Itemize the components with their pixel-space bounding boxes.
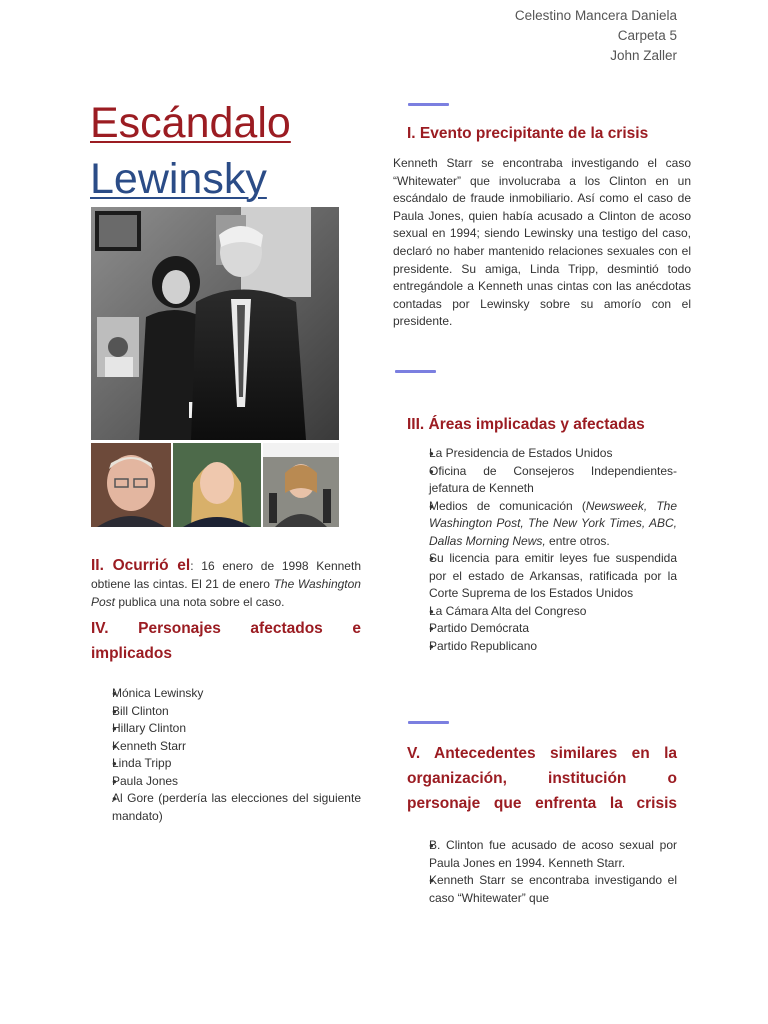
section-2-paragraph [91, 557, 361, 611]
section-4-heading: IV. Personajes afectados e implicados [91, 620, 361, 662]
media-text-b: entre otros. [545, 533, 610, 548]
list-item: ● Linda Tripp [112, 755, 361, 773]
list-item: ● Paula Jones [112, 773, 361, 791]
section-4-list [112, 685, 361, 825]
media-outlets-italic: Newsweek, The Washington Post, The New York Times, ABC, Dallas Morning News, [429, 498, 677, 548]
list-item: ● La Presidencia de Estados Unidos [429, 445, 677, 463]
title-word-1: Escándalo [90, 99, 291, 147]
folder-label: Carpeta 5 [617, 28, 677, 43]
section-5-list [429, 837, 677, 907]
section-3-accent-bar [395, 370, 436, 373]
list-item: ● Kenneth Starr se encontraba investigando el caso “Whitewater” que [429, 872, 677, 907]
list-item: ● Su licencia para emitir leyes fue suspendida por el estado de Arkansas, ratificada por la Corte Suprema de los Estados Unidos [429, 550, 677, 603]
main-photo [91, 207, 339, 440]
document-header [515, 6, 677, 66]
title-word-2: Lewinsky [90, 155, 267, 203]
list-item: ● Partido Demócrata [429, 620, 677, 638]
reference-name: John Zaller [610, 48, 677, 63]
author-name: Celestino Mancera Daniela [514, 8, 677, 23]
section-2-italic: The Washington Post [91, 577, 361, 609]
list-item [429, 498, 677, 551]
list-item: ● La Cámara Alta del Congreso [429, 603, 677, 621]
section-3-heading: III. Áreas implicadas y afectadas [407, 416, 645, 433]
list-item: ● Partido Republicano [429, 638, 677, 656]
list-item: ● B. Clinton fue acusado de acoso sexual por Paula Jones en 1994. Kenneth Starr. [429, 837, 677, 872]
section-1-accent-bar [408, 103, 449, 106]
list-item: ● Al Gore (perdería las elecciones del siguiente mandato) [112, 790, 361, 825]
section-2-text-a: : 16 enero de 1998 Kenneth obtiene las cintas. El 21 de enero [91, 559, 361, 591]
list-item: ● Bill Clinton [112, 703, 361, 721]
section-2-text-b: publica una nota sobre el caso. [115, 595, 285, 609]
section-3-list [429, 445, 677, 655]
section-5-heading: V. Antecedentes similares en la organización, institución o personaje que enfrenta la crisis [407, 745, 677, 812]
list-item: ● Oficina de Consejeros Independientes- jefatura de Kenneth [429, 463, 677, 498]
section-1-paragraph: Kenneth Starr se encontraba investigando el caso “Whitewater” que involucraba a los Clinton en un escándalo de fraude inmobiliario. Así como el caso de Paula Jones, quien había acusado a Clinton de acoso sexual en 1994; siendo Lewinsky una testigo del caso, declaró no haber mantenido relaciones sexuales con el presidente. Su amiga, Linda Tripp, desmintió todo entregándole a Kenneth unas cintas con las anécdotas contadas por Lewinsky sobre su amorío con el presidente. [393, 156, 691, 329]
list-item: ● Kenneth Starr [112, 738, 361, 756]
photo-kenneth-starr [91, 443, 171, 527]
section-5-accent-bar [408, 721, 449, 724]
section-1-heading: I. Evento precipitante de la crisis [407, 125, 649, 142]
media-text-a: Medios de comunicación ( [429, 498, 586, 513]
list-item: ● Mónica Lewinsky [112, 685, 361, 703]
section-2-lead: II. Ocurrió el [91, 557, 191, 574]
list-item: ● Hillary Clinton [112, 720, 361, 738]
photo-linda-tripp [263, 443, 339, 527]
photo-hillary-clinton [173, 443, 261, 527]
